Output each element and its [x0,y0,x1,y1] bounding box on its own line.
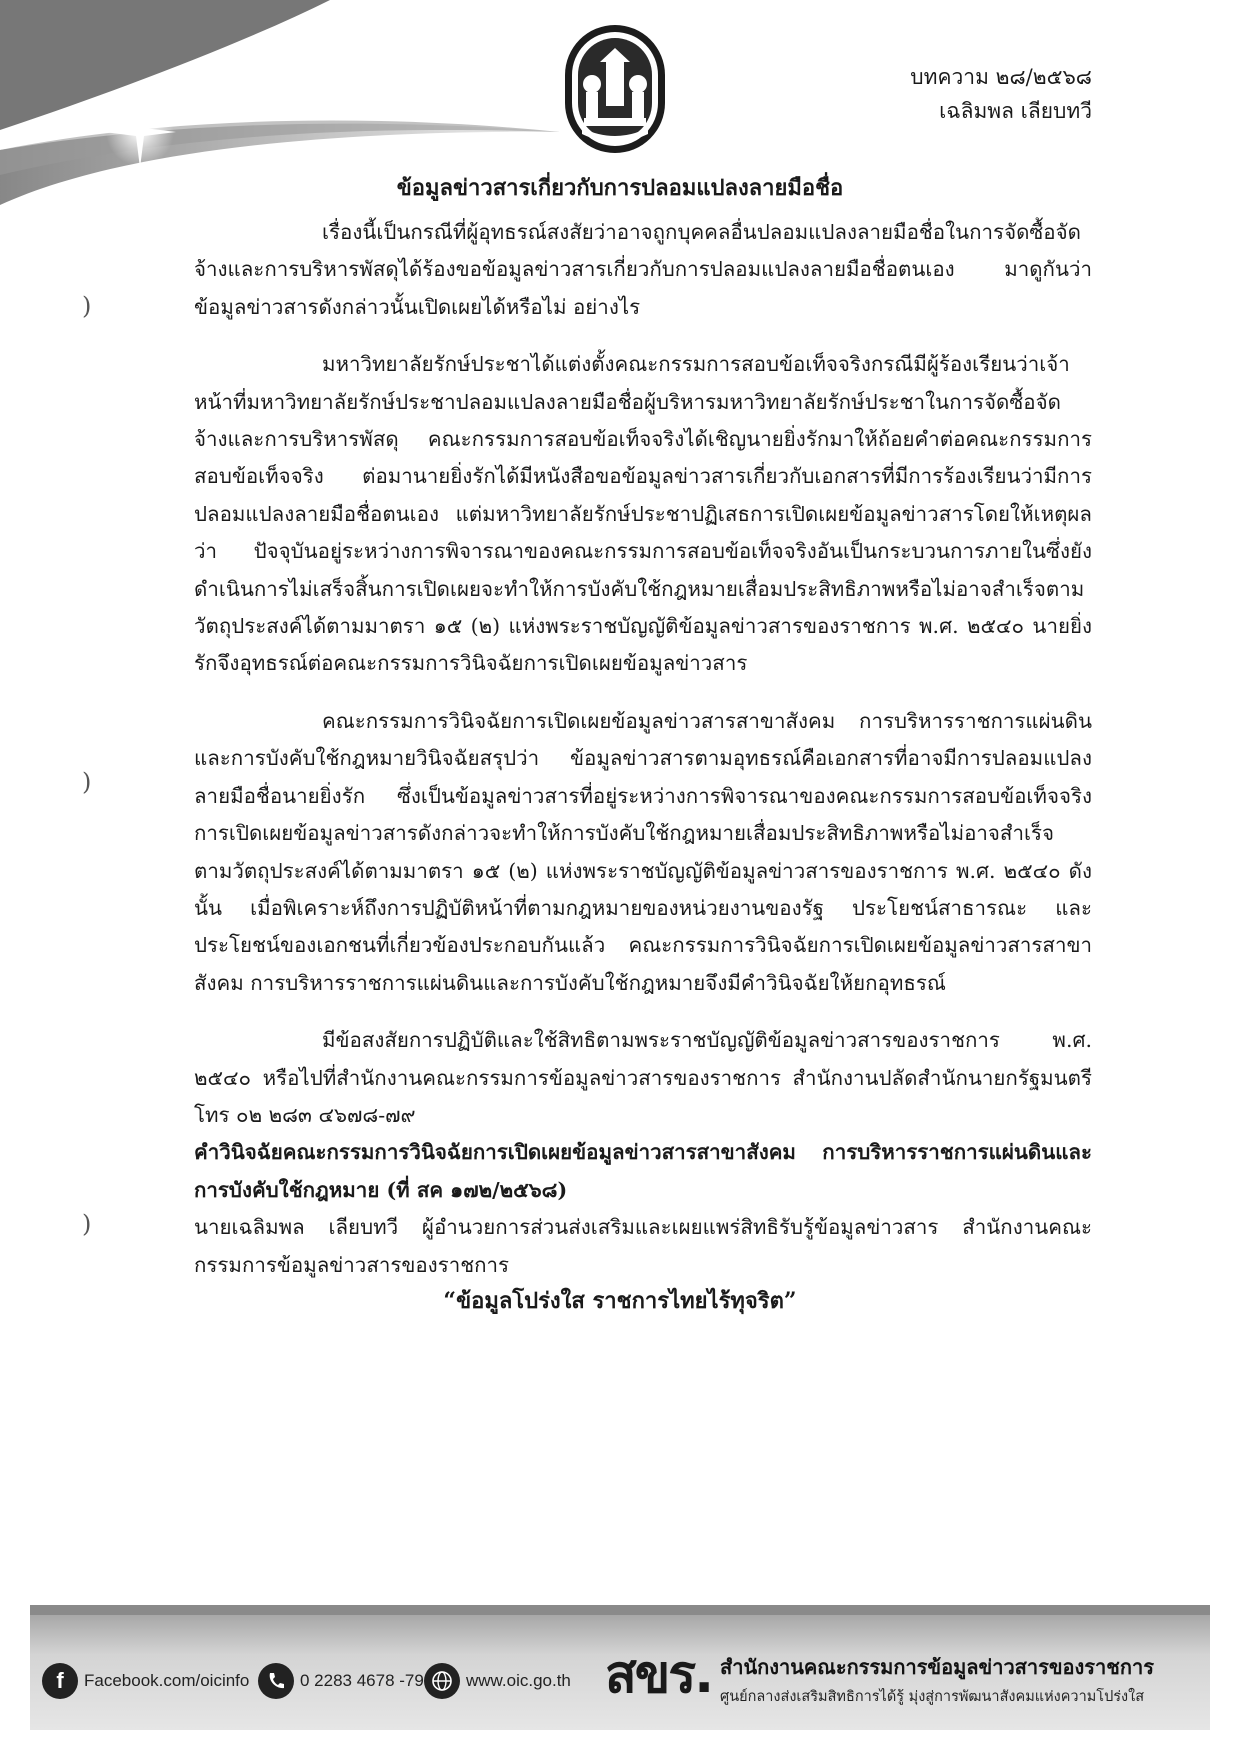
footer-website[interactable] [424,1661,571,1701]
facebook-link[interactable]: Facebook.com/oicinfo [84,1671,250,1690]
organization-tagline: ศูนย์กลางส่งเสริมสิทธิการได้รู้ มุ่งสู่การพัฒนาสังคมแห่งความโปร่งใส [720,1689,1145,1705]
footer-banner [30,1605,1210,1730]
phone-number: 0 2283 4678 -79 [300,1671,424,1690]
slogan: “ข้อมูลโปร่งใส ราชการไทยไร้ทุจริต” [443,1288,797,1314]
paragraph-decision: คณะกรรมการวินิจฉัยการเปิดเผยข้อมูลข่าวสารสาขาสังคม การบริหารราชการแผ่นดินและการบังคับใช้กฎหมายวินิจฉัยสรุปว่า ข้อมูลข่าวสารตามอุทธรณ์คือเอกสารที่อาจมีการปลอมแปลงลายมือชื่อนายยิ่งรัก ซึ่งเป็นข้อมูลข่าวสารที่อยู่ระหว่างการพิจารณาของคณะกรรมการสอบข้อเท็จจริง การเปิดเผยข้อมูลข่าวสารดังกล่าวจะทำให้การบังคับใช้กฎหมายเสื่อมประสิทธิภาพหรือไม่อาจสำเร็จตามวัตถุประสงค์ได้ตามมาตรา ๑๕ (๒) แห่งพระราชบัญญัติข้อมูลข่าวสารของราชการ พ.ศ. ๒๕๔๐ ดังนั้น เมื่อพิเคราะห์ถึงการปฏิบัติหน้าที่ตามกฎหมายของหน่วยงานของรัฐ ประโยชน์สาธารณะ และประโยชน์ของเอกชนที่เกี่ยวข้องประกอบกันแล้ว คณะกรรมการวินิจฉัยการเปิดเผยข้อมูลข่าวสารสาขาสังคม การบริหารราชการแผ่นดินและการบังคับใช้กฎหมายจึงมีคำวินิจฉัยให้ยกอุทธรณ์ [194,708,1092,995]
oic-logo: สขร. [605,1645,712,1705]
document-title: ข้อมูลข่าวสารเกี่ยวกับการปลอมแปลงลายมือชื่อ [396,175,844,201]
website-link[interactable]: www.oic.go.th [466,1671,571,1690]
decision-reference: คำวินิจฉัยคณะกรรมการวินิจฉัยการเปิดเผยข้อมูลข่าวสารสาขาสังคม การบริหารราชการแผ่นดินและการบังคับใช้กฎหมาย (ที่ สค ๑๗๒/๒๕๖๘) [194,1140,1092,1202]
globe-icon [424,1663,460,1699]
article-reference [910,60,1092,128]
hole-punch-mark: ) [82,292,92,320]
hole-punch-mark: ) [82,768,92,796]
document-body [194,214,1092,1284]
article-number: บทความ ๒๘/๒๕๖๘ [910,65,1092,89]
government-seal-emblem [562,22,668,156]
organization-name: สำนักงานคณะกรรมการข้อมูลข่าวสารของราชการ [720,1655,1154,1679]
phone-icon [258,1663,294,1699]
facebook-icon: f [42,1663,78,1699]
author-line: นายเฉลิมพล เลียบทวี ผู้อำนวยการส่วนส่งเสริมและเผยแพร่สิทธิรับรู้ข้อมูลข่าวสาร สำนักงานคณะกรรมการข้อมูลข่าวสารของราชการ [194,1215,1092,1277]
article-author: เฉลิมพล เลียบทวี [939,99,1092,123]
paragraph-contact: มีข้อสงสัยการปฏิบัติและใช้สิทธิตามพระราชบัญญัติข้อมูลข่าวสารของราชการ พ.ศ. ๒๕๔๐ หรือไปที่สำนักงานคณะกรรมการข้อมูลข่าวสารของราชการ สำนักงานปลัดสำนักนายกรัฐมนตรี โทร ๐๒ ๒๘๓ ๔๖๗๘-๗๙ [194,1028,1092,1127]
hole-punch-mark: ) [82,1210,92,1238]
footer-phone[interactable] [258,1661,424,1701]
paragraph-facts: มหาวิทยาลัยรักษ์ประชาได้แต่งตั้งคณะกรรมการสอบข้อเท็จจริงกรณีมีผู้ร้องเรียนว่าเจ้าหน้าที่มหาวิทยาลัยรักษ์ประชาปลอมแปลงลายมือชื่อผู้บริหารมหาวิทยาลัยรักษ์ประชาในการจัดซื้อจัดจ้างและการบริหารพัสดุ คณะกรรมการสอบข้อเท็จจริงได้เชิญนายยิ่งรักมาให้ถ้อยคำต่อคณะกรรมการสอบข้อเท็จจริง ต่อมานายยิ่งรักได้มีหนังสือขอข้อมูลข่าวสารเกี่ยวกับเอกสารที่มีการร้องเรียนว่ามีการปลอมแปลงลายมือชื่อตนเอง แต่มหาวิทยาลัยรักษ์ประชาปฏิเสธการเปิดเผยข้อมูลข่าวสารโดยให้เหตุผลว่า ปัจจุบันอยู่ระหว่างการพิจารณาของคณะกรรมการสอบข้อเท็จจริงอันเป็นกระบวนการภายในซึ่งยังดำเนินการไม่เสร็จสิ้นการเปิดเผยจะทำให้การบังคับใช้กฎหมายเสื่อมประสิทธิภาพหรือไม่อาจสำเร็จตามวัตถุประสงค์ได้ตามมาตรา ๑๕ (๒) แห่งพระราชบัญญัติข้อมูลข่าวสารของราชการ พ.ศ. ๒๕๔๐ นายยิ่งรักจึงอุทธรณ์ต่อคณะกรรมการวินิจฉัยการเปิดเผยข้อมูลข่าวสาร [194,352,1092,676]
paragraph-intro: เรื่องนี้เป็นกรณีที่ผู้อุทธรณ์สงสัยว่าอาจถูกบุคคลอื่นปลอมแปลงลายมือชื่อในการจัดซื้อจัดจ้างและการบริหารพัสดุได้ร้องขอข้อมูลข่าวสารเกี่ยวกับการปลอมแปลงลายมือชื่อตนเอง มาดูกันว่าข้อมูลข่าวสารดังกล่าวนั้นเปิดเผยได้หรือไม่ อย่างไร [194,220,1092,319]
footer-facebook[interactable] [42,1661,249,1701]
